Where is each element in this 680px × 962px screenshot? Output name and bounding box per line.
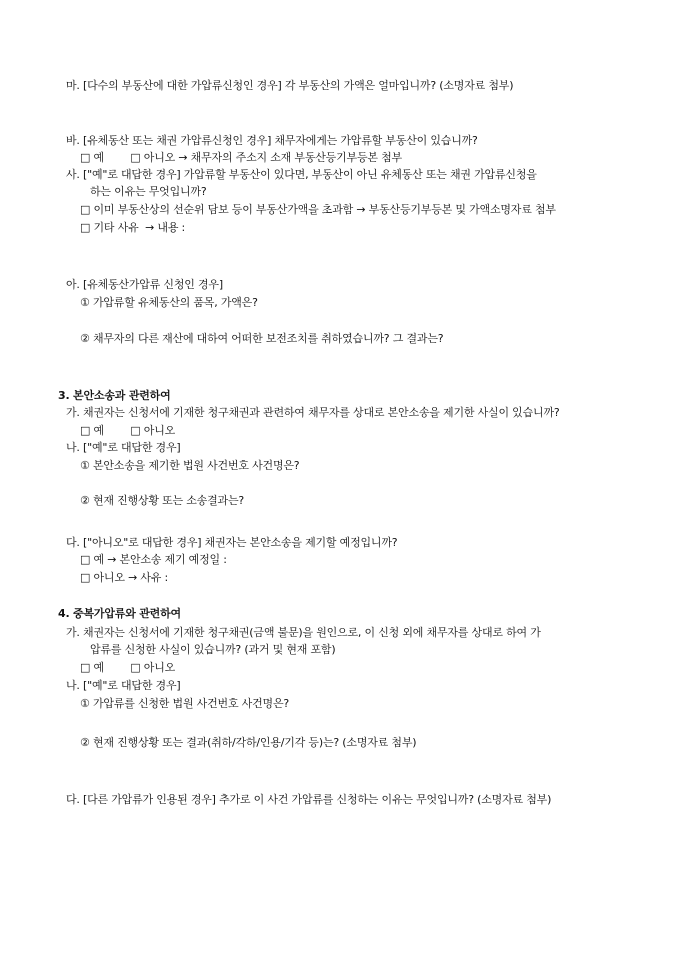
s4-item-na-question1: ① 가압류를 신청한 법원 사건번호 사건명은? xyxy=(80,697,290,710)
s3-item-na: 나. ["예"로 대답한 경우] xyxy=(66,441,181,454)
item-a-question2: ② 채무자의 다른 재산에 대하여 어떠한 보전조치를 취하였습니까? 그 결과는? xyxy=(80,332,444,345)
item-sa-option1: □ 이미 부동산상의 선순위 담보 등이 부동산가액을 초과함 → 부동산등기부등본 및 가액소명자료 첨부 xyxy=(80,203,556,216)
item-a: 아. [유체동산가압류 신청인 경우] xyxy=(66,278,223,291)
s4-item-na: 나. ["예"로 대답한 경우] xyxy=(66,679,181,692)
s3-item-da-option1: □ 예 → 본안소송 제기 예정일 : xyxy=(80,553,227,566)
item-ba-options: □ 예 □ 아니오 → 채무자의 주소지 소재 부동산등기부등본 첨부 xyxy=(80,151,402,164)
item-a-question1: ① 가압류할 유체동산의 품목, 가액은? xyxy=(80,296,258,309)
item-sa-option2: □ 기타 사유 → 내용 : xyxy=(80,221,186,234)
s4-item-ga-options: □ 예 □ 아니오 xyxy=(80,661,176,674)
s3-item-na-question2: ② 현재 진행상황 또는 소송결과는? xyxy=(80,494,245,507)
section-4-heading: 4. 중복가압류와 관련하여 xyxy=(58,607,181,620)
s3-item-da-option2: □ 아니오 → 사유 : xyxy=(80,571,169,584)
item-ba: 바. [유체동산 또는 채권 가압류신청인 경우] 채무자에게는 가압류할 부동산이 있습니까? xyxy=(66,134,478,147)
s4-item-ga-line1: 가. 채권자는 신청서에 기재한 청구채권(금액 불문)을 원인으로, 이 신청 외에 채무자를 상대로 하여 가 xyxy=(66,626,541,639)
item-ma: 마. [다수의 부동산에 대한 가압류신청인 경우] 각 부동산의 가액은 얼마입니까? (소명자료 첨부) xyxy=(66,79,514,92)
s3-item-ga: 가. 채권자는 신청서에 기재한 청구채권과 관련하여 채무자를 상대로 본안소송을 제기한 사실이 있습니까? xyxy=(66,406,560,419)
s4-item-da: 다. [다른 가압류가 인용된 경우] 추가로 이 사건 가압류를 신청하는 이유는 무엇입니까? (소명자료 첨부) xyxy=(66,793,552,806)
item-sa-line1: 사. ["예"로 대답한 경우] 가압류할 부동산이 있다면, 부동산이 아닌 유체동산 또는 채권 가압류신청을 xyxy=(66,168,537,181)
s3-item-na-question1: ① 본안소송을 제기한 법원 사건번호 사건명은? xyxy=(80,459,300,472)
item-sa-line2: 하는 이유는 무엇입니까? xyxy=(90,185,207,198)
s4-item-ga-line2: 압류를 신청한 사실이 있습니까? (과거 및 현재 포함) xyxy=(90,643,336,656)
s3-item-ga-options: □ 예 □ 아니오 xyxy=(80,424,176,437)
section-3-heading: 3. 본안소송과 관련하여 xyxy=(58,389,171,402)
s4-item-na-question2: ② 현재 진행상황 또는 결과(취하/각하/인용/기각 등)는? (소명자료 첨부) xyxy=(80,736,417,749)
s3-item-da: 다. ["아니오"로 대답한 경우] 채권자는 본안소송을 제기할 예정입니까? xyxy=(66,536,398,549)
